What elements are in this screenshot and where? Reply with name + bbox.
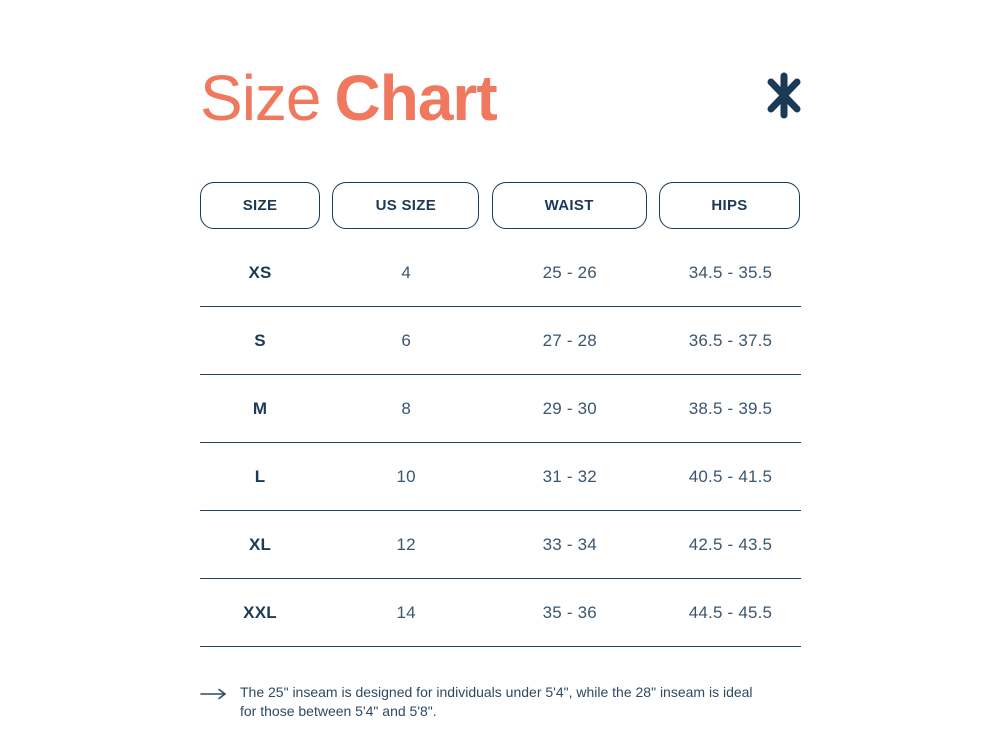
asterisk-icon [767, 72, 801, 119]
table-row-xs [200, 239, 801, 307]
cell-hips: 36.5 - 37.5 [688, 330, 773, 350]
cell-us-size: 8 [401, 398, 411, 418]
cell-hips: 44.5 - 45.5 [688, 602, 773, 622]
table-header-row [200, 182, 800, 229]
cell-hips: 42.5 - 43.5 [688, 534, 773, 554]
cell-waist: 27 - 28 [542, 330, 597, 350]
column-header-waist: WAIST [492, 182, 647, 229]
cell-size: XS [248, 262, 272, 282]
table-row-s [200, 307, 801, 375]
cell-us-size: 14 [396, 602, 416, 622]
cell-size: S [254, 330, 266, 350]
inseam-note [200, 683, 850, 721]
page-title-bold: Chart [334, 62, 497, 134]
cell-size: XXL [243, 602, 277, 622]
cell-waist: 29 - 30 [542, 398, 597, 418]
table-row-l [200, 443, 801, 511]
inseam-note-line-1: The 25" inseam is designed for individuals under 5'4", while the 28" inseam is ideal [240, 684, 753, 700]
cell-hips: 34.5 - 35.5 [688, 262, 773, 282]
long-right-arrow-icon [200, 687, 227, 705]
column-header-size: SIZE [200, 182, 320, 229]
cell-hips: 40.5 - 41.5 [688, 466, 773, 486]
column-header-us-size: US SIZE [332, 182, 479, 229]
table-row-m [200, 375, 801, 443]
cell-waist: 31 - 32 [542, 466, 597, 486]
cell-waist: 35 - 36 [542, 602, 597, 622]
cell-size: L [254, 466, 266, 486]
cell-us-size: 12 [396, 534, 416, 554]
cell-size: XL [248, 534, 272, 554]
table-row-xxl [200, 579, 801, 647]
cell-us-size: 10 [396, 466, 416, 486]
page-title [200, 62, 497, 134]
cell-waist: 33 - 34 [542, 534, 597, 554]
page-title-regular: Size [200, 62, 321, 134]
cell-us-size: 4 [401, 262, 411, 282]
inseam-note-text [240, 683, 753, 721]
table-row-xl [200, 511, 801, 579]
column-header-hips: HIPS [659, 182, 800, 229]
cell-us-size: 6 [401, 330, 411, 350]
cell-waist: 25 - 26 [542, 262, 597, 282]
size-table [200, 239, 801, 647]
cell-size: M [252, 398, 268, 418]
inseam-note-line-2: for those between 5'4" and 5'8". [240, 703, 437, 719]
cell-hips: 38.5 - 39.5 [688, 398, 773, 418]
